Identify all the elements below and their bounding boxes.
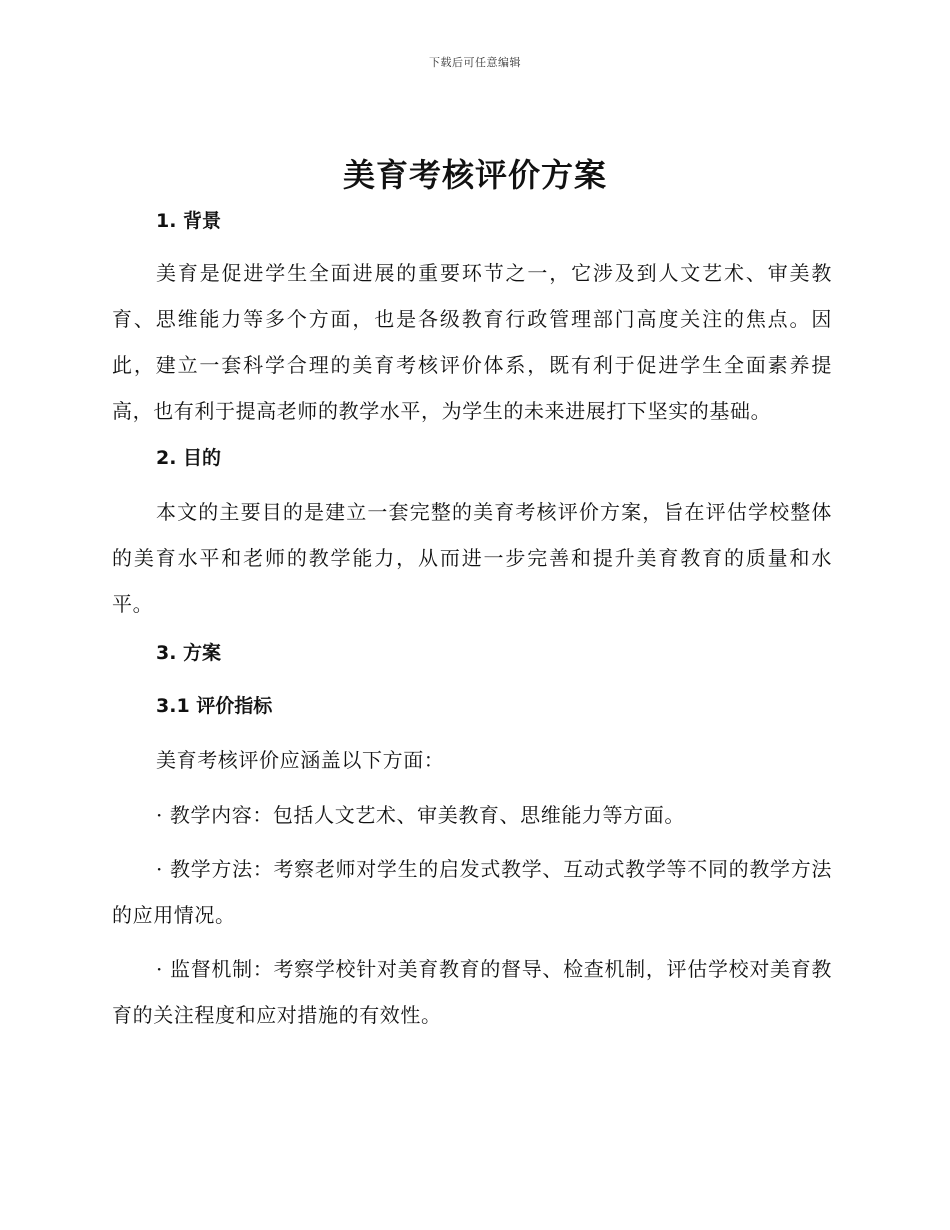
paragraph-indicators-intro: 美育考核评价应涵盖以下方面： — [156, 748, 445, 772]
section-heading-background: 1. 背景 — [156, 210, 222, 232]
section-heading-purpose: 2. 目的 — [156, 447, 222, 469]
paragraph-background: 美育是促进学生全面进展的重要环节之一，它涉及到人文艺术、审美教育、思维能力等多个方面，也是各级教育行政管理部门高度关注的焦点。因此，建立一套科学合理的美育考核评价体系，既有利于促进学生全面素养提高，也有利于提高老师的教学水平，为学生的未来进展打下坚实的基础。 — [112, 261, 832, 423]
section-heading-evaluation-indicators: 3.1 评价指标 — [156, 695, 273, 717]
list-item-teaching-method: · 教学方法：考察老师对学生的启发式教学、互动式教学等不同的教学方法的应用情况。 — [112, 857, 832, 927]
document-title: 美育考核评价方案 — [342, 156, 607, 194]
list-item-teaching-content: · 教学内容：包括人文艺术、审美教育、思维能力等方面。 — [156, 803, 685, 827]
paragraph-purpose: 本文的主要目的是建立一套完整的美育考核评价方案，旨在评估学校整体的美育水平和老师的教学能力，从而进一步完善和提升美育教育的质量和水平。 — [112, 500, 832, 616]
list-item-supervision-mechanism: · 监督机制：考察学校针对美育教育的督导、检查机制，评估学校对美育教育的关注程度和应对措施的有效性。 — [112, 957, 832, 1027]
section-heading-plan: 3. 方案 — [156, 642, 222, 664]
header-note: 下载后可任意编辑 — [429, 56, 521, 69]
